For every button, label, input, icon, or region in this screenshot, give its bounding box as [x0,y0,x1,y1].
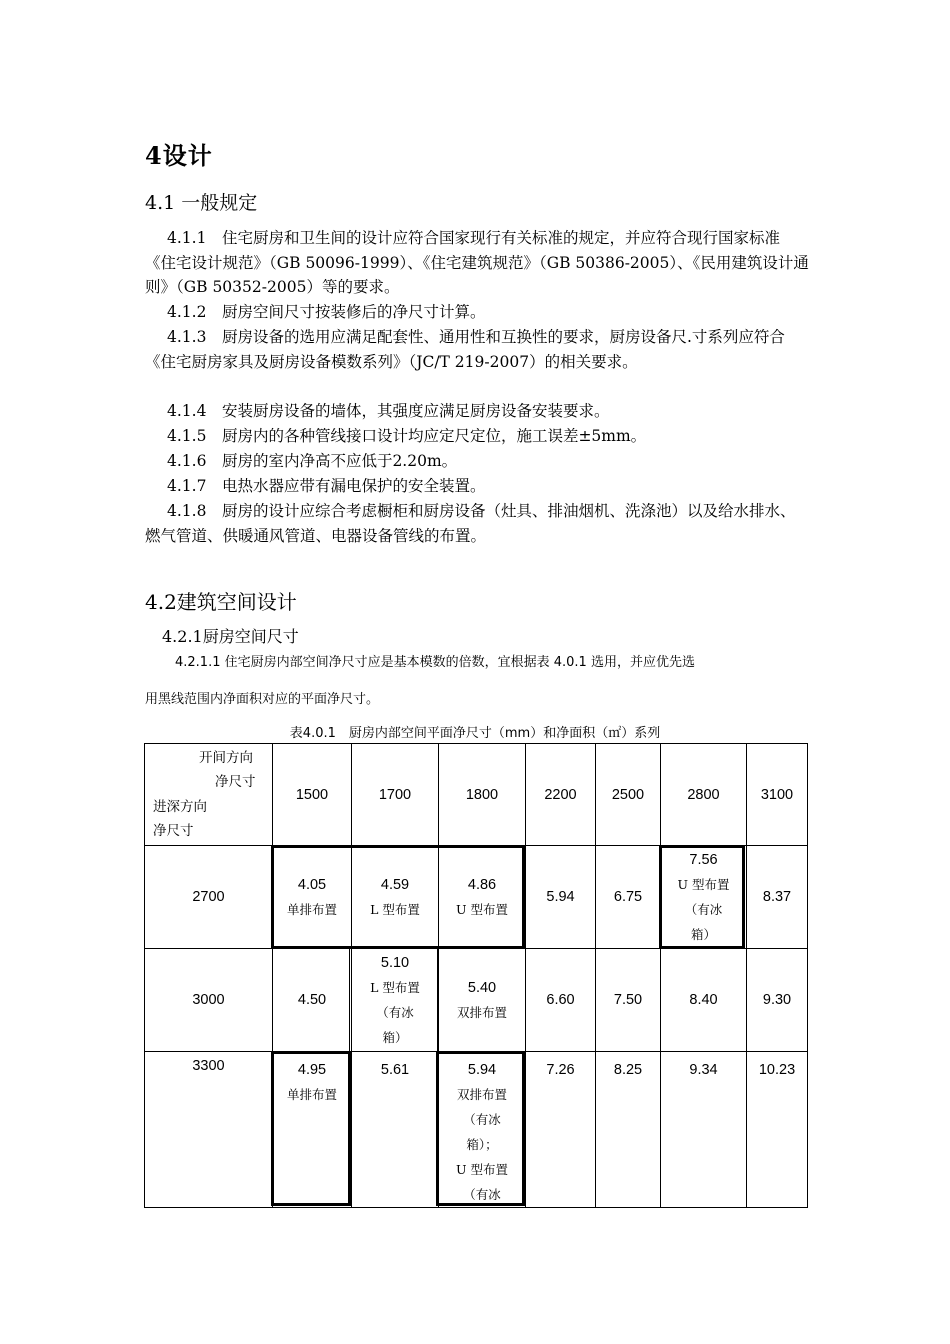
table-cell [352,1052,439,1208]
column-header: 2800 [661,744,747,846]
row-header-depth: 2700 [145,846,273,949]
cell-area-value: 9.34 [689,1062,718,1078]
table-cell [661,1052,747,1208]
cell-area-value: 6.60 [546,992,575,1008]
clause-4-2-1-1-line1: 4.2.1.1 住宅厨房内部空间净尺寸应是基本模数的倍数，宜根据表 4.0.1 选用，并应优先选 [175,655,695,670]
cell-area-value: 6.75 [613,889,643,905]
kitchen-dimension-table [144,743,808,1208]
clause-4-1-5: 4.1.5 厨房内的各种管线接口设计均应定尺定位，施工误差±5mm。 [167,427,647,445]
section-heading-4-1: 4.1 一般规定 [145,192,258,214]
cell-area-value: 5.40 [467,979,497,996]
clause-4-1-8 [145,499,810,548]
column-header: 1500 [273,744,352,846]
table-cell [596,949,661,1052]
table-corner-header [145,744,273,846]
cell-layout-note: 箱）； [466,1137,498,1152]
table-row [145,949,808,1052]
column-header: 1700 [352,744,439,846]
cell-area-value: 5.61 [380,1062,410,1078]
cell-area-value: 8.40 [689,992,718,1008]
column-header: 3100 [747,744,808,846]
corner-label: 净尺寸 [153,823,194,839]
table-cell [526,1052,596,1208]
table-cell [747,949,808,1052]
clause-4-2-1-1-line2: 用黑线范围内净面积对应的平面净尺寸。 [145,692,380,707]
corner-label: 开间方向 [199,749,253,766]
table-cell [661,949,747,1052]
table-row [145,846,808,949]
cell-layout-note: （有冰 [684,901,723,917]
row-header-depth: 3000 [145,949,273,1052]
section-heading-4-2: 4.2建筑空间设计 [145,590,297,614]
cell-area-value: 5.10 [380,954,410,971]
clause-4-1-1 [145,226,810,300]
section-heading-4: 4设计 [145,141,213,170]
table-cell [273,1052,352,1208]
table-header-row [145,744,808,846]
cell-area-value: 4.59 [380,876,410,893]
corner-label: 净尺寸 [215,774,256,790]
table-cell [439,1052,526,1208]
cell-area-value: 10.23 [758,1062,796,1078]
cell-layout-note: L 型布置 [370,901,420,917]
clause-4-1-7: 4.1.7 电热水器应带有漏电保护的安全装置。 [167,477,486,495]
cell-area-value: 4.05 [297,876,327,893]
table-cell [273,846,352,949]
cell-area-value: 8.37 [762,889,792,905]
cell-area-value: 4.50 [297,992,327,1008]
cell-layout-note: 箱） [382,1029,408,1045]
table-cell [596,1052,661,1208]
table-inner-divider [349,946,438,1054]
column-header: 2500 [596,744,661,846]
cell-area-value: 7.26 [546,1062,575,1078]
table-cell [273,949,352,1052]
table-cell [439,949,526,1052]
cell-area-value: 9.30 [762,992,792,1008]
cell-area-value: 5.94 [546,889,575,905]
cell-layout-note: 箱） [690,926,716,942]
clause-4-1-2: 4.1.2 厨房空间尺寸按装修后的净尺寸计算。 [167,303,486,321]
cell-layout-note: （有冰 [463,1187,501,1202]
table-cell [747,1052,808,1208]
cell-area-value: 5.94 [467,1062,497,1078]
corner-label: 进深方向 [153,798,207,815]
table-caption: 表4.0.1 厨房内部空间平面净尺寸（mm）和净面积（㎡）系列 [289,726,661,741]
clause-text: 4.1.8 厨房的设计应综合考虑橱柜和厨房设备（灶具、排油烟机、洗涤池）以及给水排水、燃气管道、供暖通风管道、电器设备管线的布置。 [145,502,796,545]
clause-text: 4.1.1 住宅厨房和卫生间的设计应符合国家现行有关标准的规定，并应符合现行国家标准《住宅设计规范》（GB 50096-1999）、《住宅建筑规范》（GB 50386-2005）、《民用建筑设计通则》（GB 50352-2005）等的要求。 [145,229,809,296]
table-cell [352,846,439,949]
table-cell [526,949,596,1052]
cell-area-value: 7.50 [613,992,643,1008]
cell-layout-note: L 型布置 [370,979,420,995]
column-header: 1800 [439,744,526,846]
table-cell [596,846,661,949]
cell-layout-note: （有冰 [463,1112,501,1127]
cell-layout-note: 单排布置 [286,901,337,917]
clause-text: 4.1.3 厨房设备的选用应满足配套性、通用性和互换性的要求，厨房设备尺.寸系列应符合《住宅厨房家具及厨房设备模数系列》（JC/T 219-2007）的相关要求。 [145,328,785,371]
cell-area-value: 8.25 [613,1062,643,1078]
clause-4-1-4: 4.1.4 安装厨房设备的墙体，其强度应满足厨房设备安装要求。 [167,402,610,420]
cell-area-value: 4.86 [467,876,497,893]
table-cell [439,846,526,949]
cell-area-value: 7.56 [689,851,718,868]
clause-4-1-3 [145,325,810,374]
table-cell [661,846,747,949]
cell-layout-note: U 型布置 [677,876,730,892]
cell-layout-note: U 型布置 [455,1162,508,1177]
section-heading-4-2-1: 4.2.1厨房空间尺寸 [162,627,299,646]
clause-4-1-6: 4.1.6 厨房的室内净高不应低于2.20m。 [167,452,458,470]
cell-layout-note: 双排布置 [456,1004,507,1020]
cell-layout-note: 双排布置 [456,1087,507,1102]
cell-layout-note: U 型布置 [455,901,508,917]
row-header-depth: 3300 [145,1052,273,1208]
cell-layout-note: （有冰 [376,1004,414,1020]
column-header: 2200 [526,744,596,846]
cell-layout-note: 单排布置 [286,1087,337,1102]
cell-area-value: 4.95 [297,1062,327,1078]
table-cell [526,846,596,949]
table-row [145,1052,808,1208]
table-cell [747,846,808,949]
